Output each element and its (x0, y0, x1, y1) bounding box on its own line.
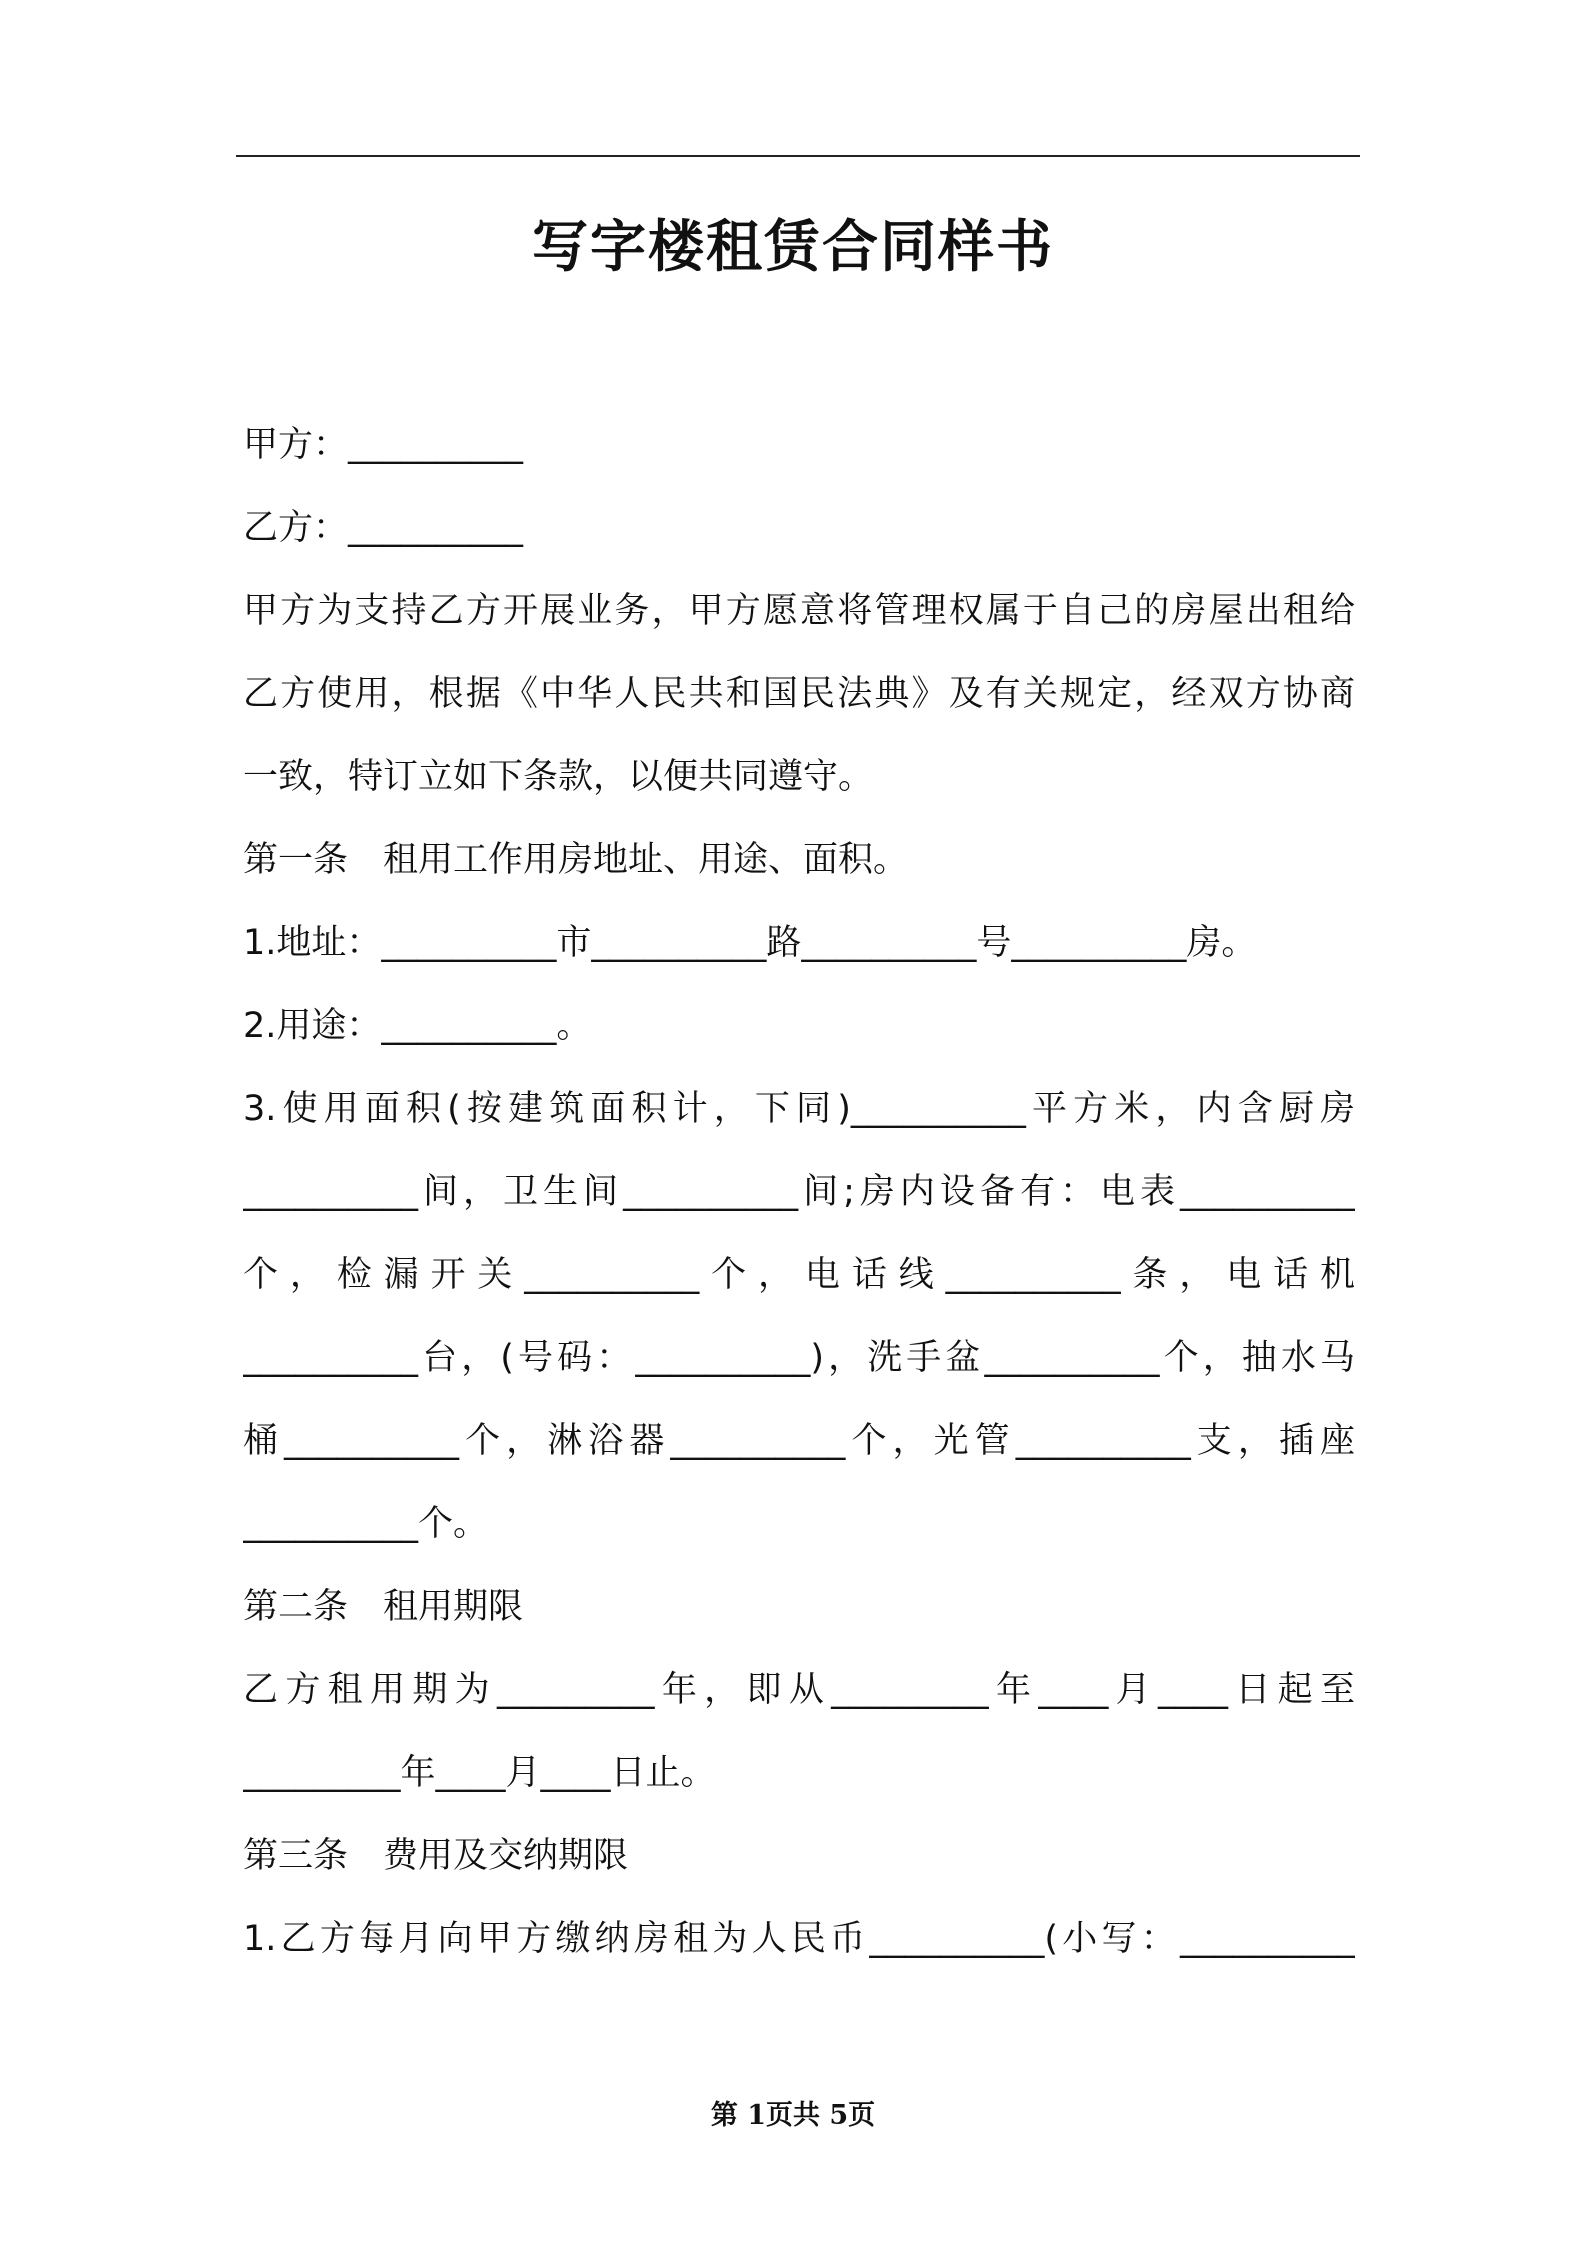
article-1-area-line-2: __________间，卫生间__________间;房内设备有：电表__________ (243, 1172, 1355, 1212)
preamble-line-2: 乙方使用，根据《中华人民共和国民法典》及有关规定，经双方协商 (243, 674, 1355, 714)
preamble-line-1: 甲方为支持乙方开展业务，甲方愿意将管理权属于自己的房屋出租给 (243, 591, 1355, 631)
article-2-term-line-1: 乙方租用期为_________年，即从_________年____月____日起至 (243, 1670, 1355, 1710)
preamble-line-3: 一致，特订立如下条款，以便共同遵守。 (243, 757, 874, 797)
party-b-line: 乙方：__________ (243, 508, 524, 548)
article-3-rent-line-1: 1.乙方每月向甲方缴纳房租为人民币__________(小写：__________ (243, 1919, 1355, 1959)
article-1-area-line-1: 3.使用面积(按建筑面积计，下同)__________平方米，内含厨房 (243, 1089, 1355, 1129)
page-number: 第 1页共 5页 (710, 2100, 876, 2131)
article-1-area-line-5: 桶__________个，淋浴器__________个，光管__________支，插座 (243, 1421, 1355, 1461)
article-1-area-line-3: 个，检漏开关__________个，电话线__________条，电话机 (243, 1255, 1355, 1295)
article-1-area-line-6: __________个。 (243, 1504, 489, 1544)
article-3-heading: 第三条 费用及交纳期限 (243, 1836, 629, 1876)
contract-body (243, 404, 1355, 1981)
document-title: 写字楼租赁合同样书 (532, 215, 1054, 280)
article-2-term-line-2: _________年____月____日止。 (243, 1753, 716, 1793)
article-1-purpose: 2.用途：__________。 (243, 1006, 592, 1046)
article-1-area-line-4: __________台，(号码：__________)，洗手盆__________个，抽水马 (243, 1338, 1355, 1378)
article-2-heading: 第二条 租用期限 (243, 1587, 524, 1627)
header-rule (236, 155, 1360, 157)
article-1-address: 1.地址：__________市__________路__________号__________房。 (243, 923, 1257, 963)
party-a-line: 甲方：__________ (243, 425, 524, 465)
article-1-heading: 第一条 租用工作用房地址、用途、面积。 (243, 840, 909, 880)
